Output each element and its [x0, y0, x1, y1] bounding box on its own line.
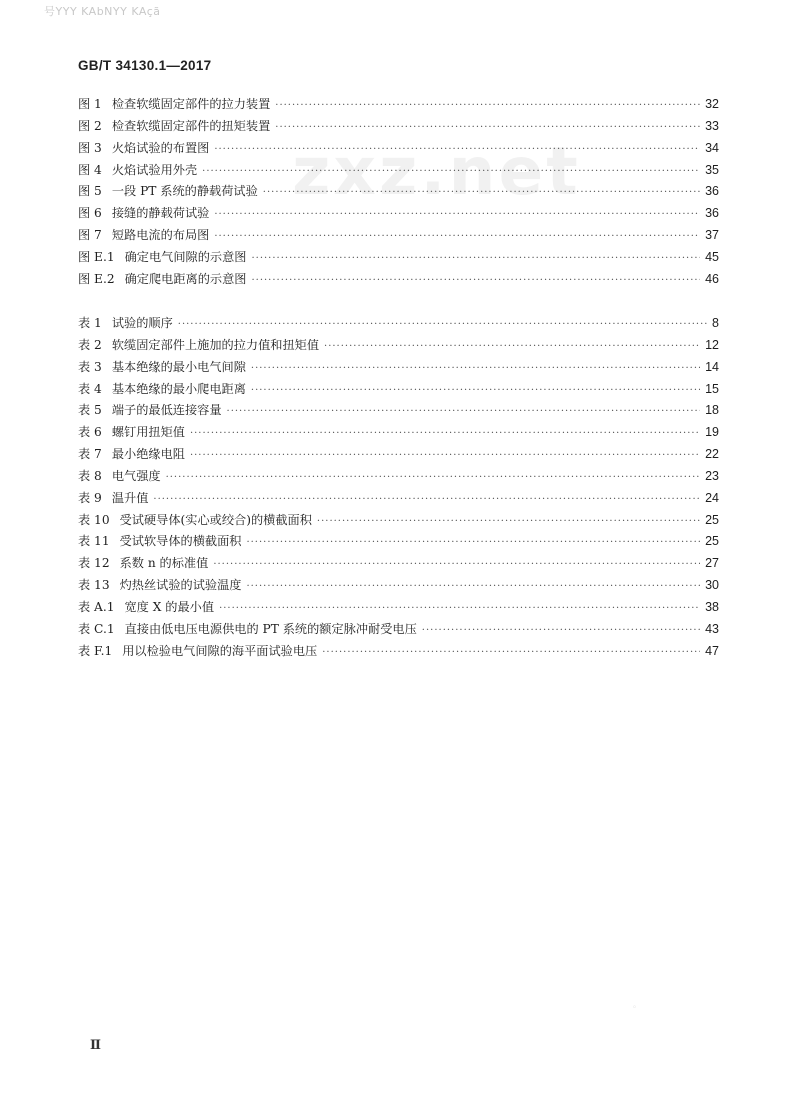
entry-number: 图 E.1	[78, 249, 115, 264]
table-entry[interactable]	[78, 313, 719, 335]
entry-page-number: 24	[705, 490, 719, 505]
dot-leader	[263, 182, 700, 204]
entry-number: 表 12	[78, 556, 110, 571]
dot-leader	[202, 161, 700, 183]
entry-number: 图 4	[78, 162, 102, 177]
dot-leader	[246, 576, 700, 598]
table-entry[interactable]	[78, 400, 719, 422]
figure-list	[78, 94, 719, 291]
entry-title: 温升值	[111, 490, 149, 505]
entry-page-number: 46	[705, 271, 719, 286]
entry-title: 检查软缆固定部件的扭矩装置	[111, 118, 271, 133]
entry-number: 表 9	[78, 490, 102, 505]
figure-entry[interactable]	[78, 94, 719, 116]
entry-number: 图 1	[78, 97, 102, 111]
entry-page-number: 19	[705, 425, 719, 440]
entry-page-number: 27	[705, 556, 719, 571]
table-entry[interactable]	[78, 597, 719, 619]
entry-title: 电气强度	[111, 468, 161, 483]
entry-page-number: 22	[705, 447, 719, 462]
table-entry[interactable]	[78, 422, 719, 444]
entry-page-number: 38	[705, 599, 719, 614]
dot-leader	[178, 314, 707, 336]
entry-title: 灼热丝试验的试验温度	[119, 578, 242, 593]
dot-leader	[251, 358, 700, 380]
entry-title: 火焰试验的布置图	[111, 140, 210, 155]
entry-number: 表 A.1	[78, 599, 115, 614]
entry-page-number: 23	[705, 468, 719, 483]
entry-title: 直接由低电压电源供电的 PT 系统的额定脉冲耐受电压	[124, 621, 417, 636]
entry-number: 表 13	[78, 578, 110, 593]
entry-page-number: 12	[705, 337, 719, 352]
figure-entry[interactable]	[78, 247, 719, 269]
entry-title: 确定爬电距离的示意图	[124, 271, 247, 286]
dot-leader	[190, 423, 700, 445]
figure-entry[interactable]	[78, 181, 719, 203]
table-entry[interactable]	[78, 335, 719, 357]
entry-page-number: 15	[705, 381, 719, 396]
dot-leader	[214, 226, 700, 248]
dot-leader	[251, 248, 700, 270]
entry-page-number: 36	[705, 184, 719, 199]
entry-title: 宽度 X 的最小值	[124, 599, 215, 614]
entry-number: 表 4	[78, 381, 102, 396]
entry-number: 表 1	[78, 316, 102, 330]
dot-leader	[275, 117, 700, 139]
entry-number: 表 F.1	[78, 643, 113, 658]
entry-number: 表 7	[78, 447, 102, 462]
table-entry[interactable]	[78, 357, 719, 379]
entry-title: 确定电气间隙的示意图	[124, 249, 247, 264]
dot-leader	[251, 380, 700, 402]
entry-number: 表 3	[78, 359, 102, 374]
entry-page-number: 45	[705, 249, 719, 264]
entry-page-number: 14	[705, 359, 719, 374]
entry-title: 一段 PT 系统的静载荷试验	[111, 184, 258, 199]
entry-number: 表 11	[78, 534, 110, 549]
figure-entry[interactable]	[78, 203, 719, 225]
table-entry[interactable]	[78, 553, 719, 575]
scan-header-artifact: 号YYY KAbNYY KAçã	[44, 5, 161, 18]
dot-leader	[317, 511, 700, 533]
entry-page-number: 37	[705, 228, 719, 243]
entry-page-number: 34	[705, 140, 719, 155]
figure-entry[interactable]	[78, 225, 719, 247]
table-entry[interactable]	[78, 641, 719, 663]
page-number: Ⅱ	[90, 1038, 101, 1053]
table-entry[interactable]	[78, 444, 719, 466]
entry-title: 试验的顺序	[111, 316, 173, 330]
standard-number-header: GB/T 34130.1—2017	[78, 58, 212, 73]
entry-title: 螺钉用扭矩值	[111, 425, 185, 440]
figure-entry[interactable]	[78, 160, 719, 182]
dot-leader	[275, 95, 700, 117]
dot-leader	[214, 204, 700, 226]
entry-page-number: 33	[705, 118, 719, 133]
entry-page-number: 32	[705, 97, 719, 111]
entry-title: 受试硬导体(实心或绞合)的横截面积	[119, 512, 312, 527]
entry-title: 基本绝缘的最小爬电距离	[111, 381, 246, 396]
entry-title: 检查软缆固定部件的拉力装置	[111, 97, 271, 111]
entry-title: 火焰试验用外壳	[111, 162, 198, 177]
table-list	[78, 313, 719, 663]
dot-leader	[190, 445, 700, 467]
entry-title: 受试软导体的横截面积	[119, 534, 242, 549]
entry-number: 图 3	[78, 140, 102, 155]
watermark: zxz.net	[292, 133, 581, 210]
entry-title: 最小绝缘电阻	[111, 447, 185, 462]
figure-entry[interactable]	[78, 138, 719, 160]
dot-leader	[153, 489, 700, 511]
dot-leader	[251, 270, 700, 292]
entry-title: 系数 n 的标准值	[119, 556, 209, 571]
entry-page-number: 18	[705, 403, 719, 418]
table-entry[interactable]	[78, 379, 719, 401]
entry-title: 软缆固定部件上施加的拉力值和扭矩值	[111, 337, 320, 352]
dot-leader	[214, 139, 700, 161]
entry-number: 图 6	[78, 206, 102, 221]
table-entry[interactable]	[78, 510, 719, 532]
table-entry[interactable]	[78, 531, 719, 553]
entry-number: 图 2	[78, 118, 102, 133]
entry-number: 图 E.2	[78, 271, 115, 286]
figure-entry[interactable]	[78, 269, 719, 291]
entry-page-number: 8	[712, 316, 719, 330]
entry-page-number: 47	[705, 643, 719, 658]
entry-number: 表 8	[78, 468, 102, 483]
table-entry[interactable]	[78, 466, 719, 488]
dot-leader	[324, 336, 700, 358]
dot-leader	[219, 598, 700, 620]
entry-page-number: 43	[705, 621, 719, 636]
dot-leader	[322, 642, 700, 664]
dot-leader	[227, 401, 701, 423]
entry-title: 端子的最低连接容量	[111, 403, 222, 418]
entry-title: 基本绝缘的最小电气间隙	[111, 359, 246, 374]
entry-page-number: 36	[705, 206, 719, 221]
entry-number: 表 6	[78, 425, 102, 440]
entry-number: 图 5	[78, 184, 102, 199]
entry-number: 表 2	[78, 337, 102, 352]
entry-page-number: 25	[705, 512, 719, 527]
entry-number: 表 C.1	[78, 621, 115, 636]
entry-title: 用以检验电气间隙的海平面试验电压	[122, 643, 318, 658]
dot-leader	[166, 467, 701, 489]
figure-entry[interactable]	[78, 116, 719, 138]
dot-leader	[422, 620, 700, 642]
table-entry[interactable]	[78, 575, 719, 597]
entry-number: 图 7	[78, 228, 102, 243]
entry-page-number: 30	[705, 578, 719, 593]
dot-leader	[246, 532, 700, 554]
entry-number: 表 5	[78, 403, 102, 418]
scan-speck: 。	[633, 1000, 641, 1009]
entry-title: 短路电流的布局图	[111, 228, 210, 243]
entry-number: 表 10	[78, 512, 110, 527]
dot-leader	[213, 554, 700, 576]
entry-page-number: 25	[705, 534, 719, 549]
entry-title: 接缝的静载荷试验	[111, 206, 210, 221]
table-entry[interactable]	[78, 619, 719, 641]
entry-page-number: 35	[705, 162, 719, 177]
table-entry[interactable]	[78, 488, 719, 510]
